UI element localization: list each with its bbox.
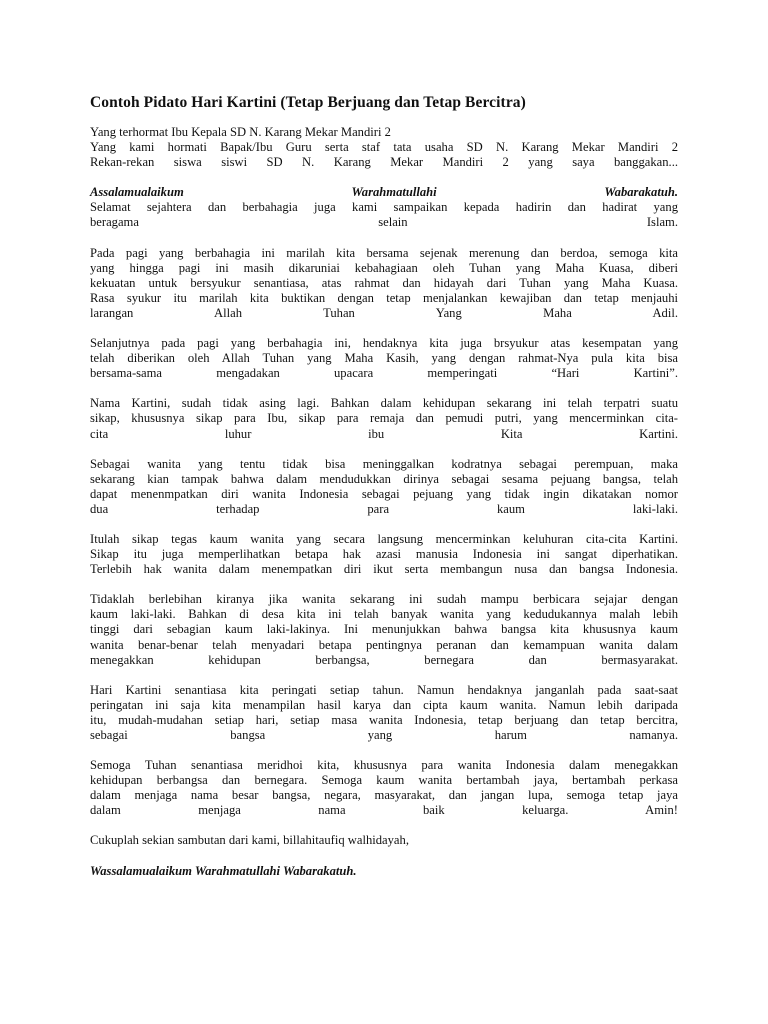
paragraph (90, 683, 678, 743)
greeting-line: Rekan-rekan siswa siswi SD N. Karang Mekar Mandiri 2 yang saya banggakan... (90, 155, 678, 170)
paragraph-line: bersama-sama mengadakan upacara memperingati “Hari Kartini”. (90, 366, 678, 381)
paragraph-line: Tidaklah berlebihan kiranya jika wanita sekarang ini sudah mampu berbicara sejajar dengan (90, 592, 678, 607)
greetings-block (90, 125, 678, 170)
paragraph-line: dapat menenmpatkan diri wanita Indonesia sebagai pejuang yang tidak ingin dikatakan nomor (90, 486, 678, 501)
paragraph-line: sikap, khususnya sikap para Ibu, sikap para remaja dan pemudi putri, yang mencerminkan cita- (90, 411, 678, 426)
paragraph (90, 592, 678, 667)
paragraph-line: sebagai bangsa yang harum namanya. (90, 728, 678, 742)
paragraph-line: Hari Kartini senantiasa kita peringati setiap tahun. Namun hendaknya janganlah pada saat-saat (90, 682, 678, 697)
paragraph (90, 396, 678, 441)
opening-line: beragama selain Islam. (90, 215, 678, 230)
paragraph-line: Semoga Tuhan senantiasa meridhoi kita, khususnya para wanita Indonesia dalam menegakkan (90, 758, 678, 773)
document-title: Contoh Pidato Hari Kartini (Tetap Berjuang dan Tetap Bercitra) (90, 94, 526, 111)
paragraph-line: dalam menjaga nama baik keluarga. Amin! (90, 803, 678, 818)
paragraph-line: kaum laki-laki. Bahkan di desa kita ini telah banyak wanita yang kedudukannya malah lebih (90, 607, 678, 622)
closing-salam: Wassalamualaikum Warahmatullahi Wabarakatuh. (90, 863, 357, 878)
paragraph-line: menegakkan kehidupan berbangsa, bernegara dan bermasyarakat. (90, 652, 678, 667)
document-page (90, 94, 678, 879)
paragraph-line: Selanjutnya pada pagi yang berbahagia ini, hendaknya kita juga brsyukur atas kesempatan yang (90, 336, 678, 351)
paragraph-line: cita luhur ibu Kita Kartini. (90, 426, 678, 441)
closing-line: Cukuplah sekian sambutan dari kami, billahitaufiq walhidayah, (90, 833, 409, 848)
paragraph-line: Nama Kartini, sudah tidak asing lagi. Bahkan dalam kehidupan sekarang ini telah terpatri suatu (90, 396, 678, 411)
paragraph-line: sekarang kian tampak bahwa dalam mendudukkan dirinya sebagai sesama pejuang bangsa, telah (90, 471, 678, 486)
opening-block (90, 185, 678, 230)
paragraph-line: telah diberikan oleh Allah Tuhan yang Maha Kasih, yang dengan rahmat-Nya pula kita bisa (90, 351, 678, 366)
paragraph-line: peringatan ini saja kita menampilan hasil karya dan cipta kaum wanita. Namun lebih daripada (90, 697, 678, 712)
paragraph-line: dalam menjaga nama besar bangsa, negara, masyarakat, dan jangan lupa, semoga tetap jaya (90, 788, 678, 803)
paragraph-line: Sikap itu juga memperlihatkan betapa hak azasi manusia Indonesia ini sangat diperhatikan. (90, 547, 678, 562)
paragraph (90, 758, 678, 818)
paragraph-line: Rasa syukur itu marilah kita buktikan dengan tetap menjalankan kewajiban dan tetap menjauhi (90, 290, 678, 305)
greeting-line: Yang kami hormati Bapak/Ibu Guru serta staf tata usaha SD N. Karang Mekar Mandiri 2 (90, 140, 678, 155)
paragraph-line: Sebagai wanita yang tentu tidak bisa meninggalkan kodratnya sebagai perempuan, maka (90, 456, 678, 471)
paragraph-line: Terlebih hak wanita dalam menempatkan diri ikut serta membangun nusa dan bangsa Indonesia. (90, 562, 678, 577)
opening-line: Selamat sejahtera dan berbahagia juga kami sampaikan kepada hadirin dan hadirat yang (90, 200, 678, 215)
paragraph-line: Itulah sikap tegas kaum wanita yang secara langsung mencerminkan keluhuran cita-cita Kartini. (90, 531, 678, 546)
paragraph (90, 336, 678, 381)
greeting-line: Yang terhormat Ibu Kepala SD N. Karang Mekar Mandiri 2 (90, 125, 391, 139)
paragraph (90, 532, 678, 577)
opening-salam: Assalamualaikum Warahmatullahi Wabarakatuh. (90, 185, 678, 200)
closing-line-block (90, 833, 678, 848)
paragraph-line: dua terhadap para kaum laki-laki. (90, 501, 678, 516)
paragraph (90, 457, 678, 517)
paragraph-line: wanita benar-benar telah menyadari betapa pentingnya peranan dan kemampuan wanita dalam (90, 637, 678, 652)
paragraph-line: Pada pagi yang berbahagia ini marilah kita bersama sejenak merenung dan berdoa, semoga kita (90, 245, 678, 260)
paragraph-line: yang hingga pagi ini masih dikaruniai kebahagiaan oleh Tuhan yang Maha Kuasa, diberi (90, 260, 678, 275)
paragraph (90, 246, 678, 321)
paragraph-line: kehidupan berbangsa dan bernegara. Semoga kaum wanita bertambah jaya, bertambah perkasa (90, 773, 678, 788)
paragraph-line: tinggi dari sebagian kaum laki-lakinya. Ini menunjukkan bahwa bangsa kita khususnya kaum (90, 622, 678, 637)
paragraph-line: kekuatan untuk bersyukur senantiasa, atas rahmat dan hidayah dari Tuhan yang Maha Kuasa. (90, 275, 678, 290)
paragraph-line: itu, mudah-mudahan setiap hari, setiap masa wanita Indonesia, tetap berjuang dan tetap bercitra, (90, 712, 678, 727)
paragraph-line: larangan Allah Tuhan Yang Maha Adil. (90, 305, 678, 320)
